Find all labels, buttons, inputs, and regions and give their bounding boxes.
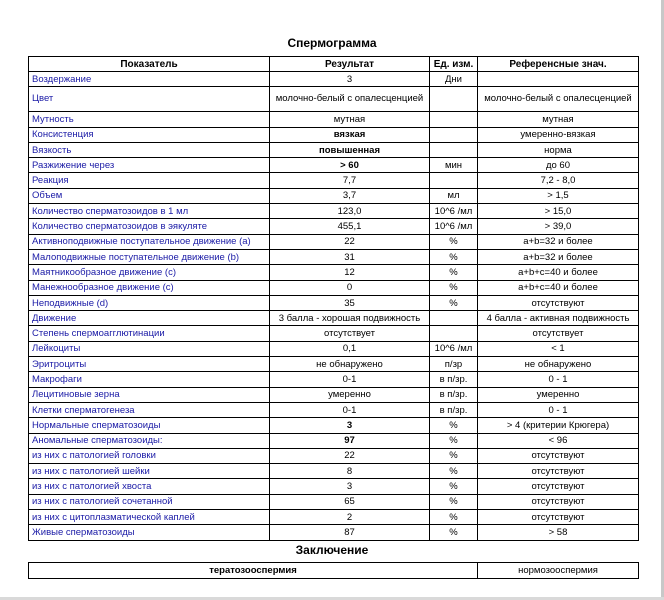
row-reference: умеренно-вязкая bbox=[478, 127, 639, 142]
row-unit: мин bbox=[430, 158, 478, 173]
table-row bbox=[29, 448, 639, 463]
row-result: умеренно bbox=[270, 387, 430, 402]
row-indicator: Аномальные сперматозоиды: bbox=[29, 433, 270, 448]
table-row bbox=[29, 387, 639, 402]
table-row bbox=[29, 464, 639, 479]
row-unit bbox=[430, 87, 478, 112]
row-result: 97 bbox=[270, 433, 430, 448]
row-unit bbox=[430, 142, 478, 157]
table-row bbox=[29, 402, 639, 417]
table-row bbox=[29, 418, 639, 433]
column-header-reference: Референсные знач. bbox=[478, 57, 639, 72]
row-result: > 60 bbox=[270, 158, 430, 173]
row-result: 31 bbox=[270, 249, 430, 264]
row-result: 87 bbox=[270, 525, 430, 540]
row-indicator: из них с патологией шейки bbox=[29, 464, 270, 479]
table-row bbox=[29, 510, 639, 525]
row-indicator: Разжижение через bbox=[29, 158, 270, 173]
row-unit: в п/зр. bbox=[430, 387, 478, 402]
column-header-result: Результат bbox=[270, 57, 430, 72]
conclusion-result: тератозооспермия bbox=[29, 563, 478, 579]
row-indicator: из них с патологией хвоста bbox=[29, 479, 270, 494]
row-result: мутная bbox=[270, 112, 430, 127]
row-result: отсутствует bbox=[270, 326, 430, 341]
row-unit: 10^6 /мл bbox=[430, 204, 478, 219]
table-row bbox=[29, 372, 639, 387]
row-unit: % bbox=[430, 234, 478, 249]
row-result: 0 bbox=[270, 280, 430, 295]
row-indicator: Лецитиновые зерна bbox=[29, 387, 270, 402]
row-indicator: Воздержание bbox=[29, 72, 270, 87]
row-indicator: Макрофаги bbox=[29, 372, 270, 387]
row-reference: > 4 (критерии Крюгера) bbox=[478, 418, 639, 433]
row-reference: молочно-белый с опалесценцией bbox=[478, 87, 639, 112]
row-result: 3 bbox=[270, 418, 430, 433]
row-unit: мл bbox=[430, 188, 478, 203]
column-header-unit: Ед. изм. bbox=[430, 57, 478, 72]
row-reference: отсутствуют bbox=[478, 494, 639, 509]
row-reference: умеренно bbox=[478, 387, 639, 402]
row-reference: отсутствует bbox=[478, 326, 639, 341]
row-unit bbox=[430, 112, 478, 127]
row-result: 3 балла - хорошая подвижность bbox=[270, 311, 430, 326]
table-row bbox=[29, 72, 639, 87]
row-indicator: Эритроциты bbox=[29, 357, 270, 372]
row-reference: 4 балла - активная подвижность bbox=[478, 311, 639, 326]
table-row bbox=[29, 311, 639, 326]
row-reference: 0 - 1 bbox=[478, 372, 639, 387]
row-unit: п/зр bbox=[430, 357, 478, 372]
row-unit: % bbox=[430, 433, 478, 448]
row-result: 3 bbox=[270, 479, 430, 494]
row-reference: 0 - 1 bbox=[478, 402, 639, 417]
row-indicator: Вязкость bbox=[29, 142, 270, 157]
document-title: Спермограмма bbox=[287, 36, 377, 50]
row-unit: % bbox=[430, 280, 478, 295]
row-result: молочно-белый с опалесценцией bbox=[270, 87, 430, 112]
row-unit: в п/зр. bbox=[430, 402, 478, 417]
row-result: 7,7 bbox=[270, 173, 430, 188]
row-indicator: Консистенция bbox=[29, 127, 270, 142]
table-row bbox=[29, 188, 639, 203]
table-row bbox=[29, 249, 639, 264]
conclusion-reference: нормозооспермия bbox=[478, 563, 639, 579]
row-unit: % bbox=[430, 448, 478, 463]
row-indicator: Цвет bbox=[29, 87, 270, 112]
row-result: 0,1 bbox=[270, 341, 430, 356]
row-result: 65 bbox=[270, 494, 430, 509]
row-unit: в п/зр. bbox=[430, 372, 478, 387]
row-result: 0-1 bbox=[270, 372, 430, 387]
conclusion-table bbox=[28, 562, 639, 579]
row-reference: отсутствуют bbox=[478, 464, 639, 479]
row-indicator: из них с патологией сочетанной bbox=[29, 494, 270, 509]
row-indicator: из них с цитоплазматической каплей bbox=[29, 510, 270, 525]
results-table-body bbox=[29, 72, 639, 541]
row-unit: Дни bbox=[430, 72, 478, 87]
table-row bbox=[29, 234, 639, 249]
row-unit bbox=[430, 311, 478, 326]
row-reference: a+b=32 и более bbox=[478, 234, 639, 249]
row-unit: 10^6 /мл bbox=[430, 219, 478, 234]
row-indicator: из них с патологией головки bbox=[29, 448, 270, 463]
table-row bbox=[29, 112, 639, 127]
row-reference: > 15,0 bbox=[478, 204, 639, 219]
row-reference: < 1 bbox=[478, 341, 639, 356]
row-unit: % bbox=[430, 295, 478, 310]
row-result: 123,0 bbox=[270, 204, 430, 219]
table-row bbox=[29, 326, 639, 341]
row-result: 22 bbox=[270, 448, 430, 463]
row-reference: не обнаружено bbox=[478, 357, 639, 372]
row-reference: a+b+c=40 и более bbox=[478, 265, 639, 280]
row-reference: > 39,0 bbox=[478, 219, 639, 234]
row-reference: норма bbox=[478, 142, 639, 157]
row-unit: % bbox=[430, 525, 478, 540]
row-unit bbox=[430, 326, 478, 341]
row-result: 8 bbox=[270, 464, 430, 479]
row-reference bbox=[478, 72, 639, 87]
row-indicator: Неподвижные (d) bbox=[29, 295, 270, 310]
row-unit: % bbox=[430, 494, 478, 509]
table-row bbox=[29, 494, 639, 509]
table-row bbox=[29, 295, 639, 310]
row-result: 3,7 bbox=[270, 188, 430, 203]
row-reference: > 1,5 bbox=[478, 188, 639, 203]
table-row bbox=[29, 280, 639, 295]
row-indicator: Манежнообразное движение (c) bbox=[29, 280, 270, 295]
row-reference: мутная bbox=[478, 112, 639, 127]
row-indicator: Активноподвижные поступательное движение (a) bbox=[29, 234, 270, 249]
conclusion-row bbox=[29, 563, 639, 579]
row-indicator: Реакция bbox=[29, 173, 270, 188]
row-unit: % bbox=[430, 510, 478, 525]
row-unit: % bbox=[430, 479, 478, 494]
row-reference: 7,2 - 8,0 bbox=[478, 173, 639, 188]
row-unit bbox=[430, 173, 478, 188]
row-indicator: Мутность bbox=[29, 112, 270, 127]
table-row bbox=[29, 357, 639, 372]
row-indicator: Лейкоциты bbox=[29, 341, 270, 356]
row-reference: < 96 bbox=[478, 433, 639, 448]
row-result: 3 bbox=[270, 72, 430, 87]
row-indicator: Малоподвижные поступательное движение (b) bbox=[29, 249, 270, 264]
row-result: повышенная bbox=[270, 142, 430, 157]
row-reference: отсутствуют bbox=[478, 510, 639, 525]
row-result: 455,1 bbox=[270, 219, 430, 234]
table-row bbox=[29, 479, 639, 494]
row-unit: 10^6 /мл bbox=[430, 341, 478, 356]
conclusion-title: Заключение bbox=[295, 543, 369, 557]
table-row bbox=[29, 341, 639, 356]
table-row bbox=[29, 433, 639, 448]
table-row bbox=[29, 265, 639, 280]
row-indicator: Клетки сперматогенеза bbox=[29, 402, 270, 417]
row-result: 12 bbox=[270, 265, 430, 280]
row-reference: a+b+c=40 и более bbox=[478, 280, 639, 295]
row-result: 22 bbox=[270, 234, 430, 249]
row-reference: до 60 bbox=[478, 158, 639, 173]
row-indicator: Степень спермоагглютинации bbox=[29, 326, 270, 341]
row-reference: > 58 bbox=[478, 525, 639, 540]
row-unit: % bbox=[430, 418, 478, 433]
row-indicator: Количество сперматозоидов в 1 мл bbox=[29, 204, 270, 219]
row-indicator: Объем bbox=[29, 188, 270, 203]
row-unit: % bbox=[430, 464, 478, 479]
row-reference: отсутствуют bbox=[478, 448, 639, 463]
table-row bbox=[29, 525, 639, 540]
row-result: не обнаружено bbox=[270, 357, 430, 372]
row-indicator: Движение bbox=[29, 311, 270, 326]
row-reference: a+b=32 и более bbox=[478, 249, 639, 264]
results-table bbox=[28, 56, 639, 541]
table-row bbox=[29, 173, 639, 188]
row-indicator: Живые сперматозоиды bbox=[29, 525, 270, 540]
row-result: 2 bbox=[270, 510, 430, 525]
row-result: 0-1 bbox=[270, 402, 430, 417]
row-unit: % bbox=[430, 249, 478, 264]
column-header-indicator: Показатель bbox=[29, 57, 270, 72]
row-indicator: Нормальные сперматозоиды bbox=[29, 418, 270, 433]
row-result: 35 bbox=[270, 295, 430, 310]
table-row bbox=[29, 158, 639, 173]
row-unit: % bbox=[430, 265, 478, 280]
row-result: вязкая bbox=[270, 127, 430, 142]
table-row bbox=[29, 127, 639, 142]
row-reference: отсутствуют bbox=[478, 295, 639, 310]
row-indicator: Количество сперматозоидов в эякуляте bbox=[29, 219, 270, 234]
row-indicator: Маятникообразное движение (c) bbox=[29, 265, 270, 280]
table-row bbox=[29, 142, 639, 157]
table-row bbox=[29, 219, 639, 234]
row-unit bbox=[430, 127, 478, 142]
table-row bbox=[29, 204, 639, 219]
table-row bbox=[29, 87, 639, 112]
row-reference: отсутствуют bbox=[478, 479, 639, 494]
table-header-row bbox=[29, 57, 639, 72]
